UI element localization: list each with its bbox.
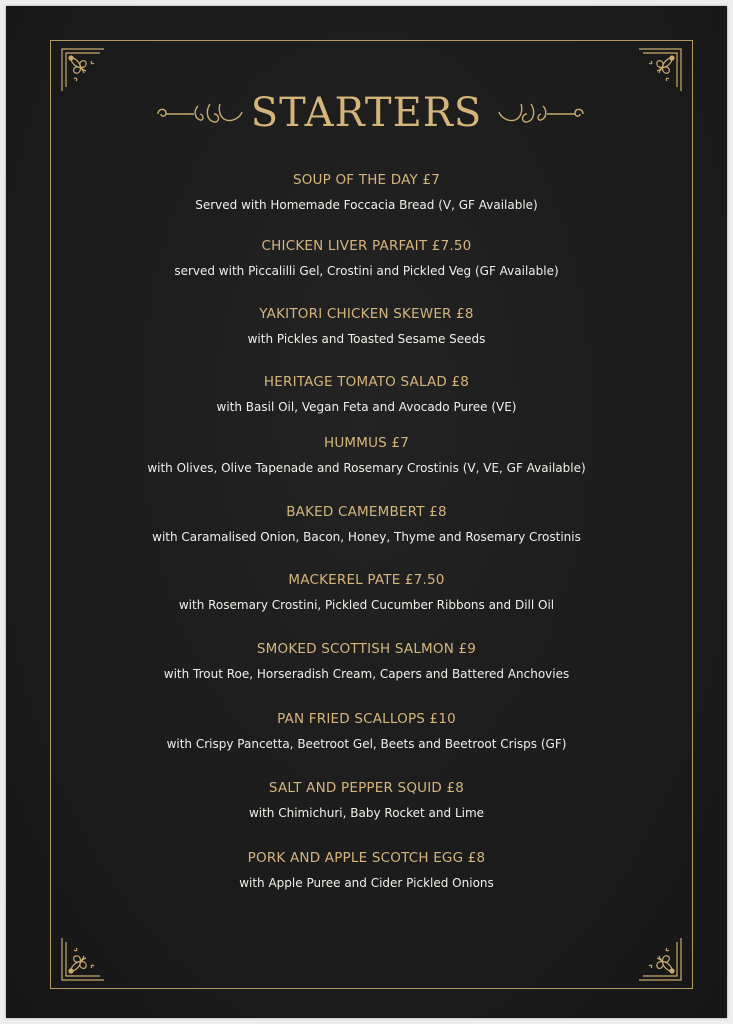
menu-item-name: HUMMUS £7 — [323, 435, 410, 451]
menu-item-description: with Caramalised Onion, Bacon, Honey, Thyme and Rosemary Crostinis — [152, 530, 581, 544]
menu-item — [6, 571, 727, 613]
menu-item-description: with Rosemary Crostini, Pickled Cucumber Ribbons and Dill Oil — [178, 598, 555, 612]
corner-ornament-icon — [637, 47, 683, 93]
menu-item-description: with Crispy Pancetta, Beetroot Gel, Beets and Beetroot Crisps (GF) — [166, 737, 567, 751]
menu-item — [6, 373, 727, 415]
menu-item-name: SMOKED SCOTTISH SALMON £9 — [256, 641, 477, 657]
menu-item — [6, 434, 727, 476]
menu-item — [6, 779, 727, 821]
page-title: STARTERS — [250, 90, 483, 136]
menu-item-name: PORK AND APPLE SCOTCH EGG £8 — [247, 850, 486, 866]
menu-item — [6, 849, 727, 891]
menu-item-name: YAKITORI CHICKEN SKEWER £8 — [259, 306, 474, 322]
menu-item — [6, 710, 727, 752]
menu-item-name: SOUP OF THE DAY £7 — [292, 172, 441, 188]
menu-item-name: PAN FRIED SCALLOPS £10 — [277, 711, 456, 727]
menu-item-description: with Olives, Olive Tapenade and Rosemary Crostinis (V, VE, GF Available) — [147, 461, 586, 475]
menu-item — [6, 305, 727, 347]
menu-page — [6, 6, 727, 1018]
menu-item — [6, 503, 727, 545]
menu-item-name: SALT AND PEPPER SQUID £8 — [268, 780, 465, 796]
flourish-right-icon — [495, 98, 587, 128]
menu-item-description: with Apple Puree and Cider Pickled Onions — [239, 876, 494, 890]
menu-item-description: with Chimichuri, Baby Rocket and Lime — [248, 806, 485, 820]
menu-item — [6, 171, 727, 213]
corner-ornament-icon — [60, 47, 106, 93]
menu-item-name: MACKEREL PATE £7.50 — [288, 572, 445, 588]
corner-ornament-icon — [60, 936, 106, 982]
menu-item-description: with Basil Oil, Vegan Feta and Avocado Puree (VE) — [216, 400, 517, 414]
menu-item-name: BAKED CAMEMBERT £8 — [286, 504, 447, 520]
menu-item — [6, 237, 727, 279]
title-row — [6, 90, 727, 140]
menu-item-description: Served with Homemade Foccacia Bread (V, GF Available) — [195, 198, 538, 212]
menu-item-description: with Trout Roe, Horseradish Cream, Capers and Battered Anchovies — [163, 667, 570, 681]
menu-item-name: CHICKEN LIVER PARFAIT £7.50 — [261, 238, 472, 254]
corner-ornament-icon — [637, 936, 683, 982]
menu-item — [6, 640, 727, 682]
menu-item-description: with Pickles and Toasted Sesame Seeds — [247, 332, 486, 346]
menu-item-name: HERITAGE TOMATO SALAD £8 — [263, 374, 470, 390]
menu-item-description: served with Piccalilli Gel, Crostini and Pickled Veg (GF Available) — [174, 264, 559, 278]
